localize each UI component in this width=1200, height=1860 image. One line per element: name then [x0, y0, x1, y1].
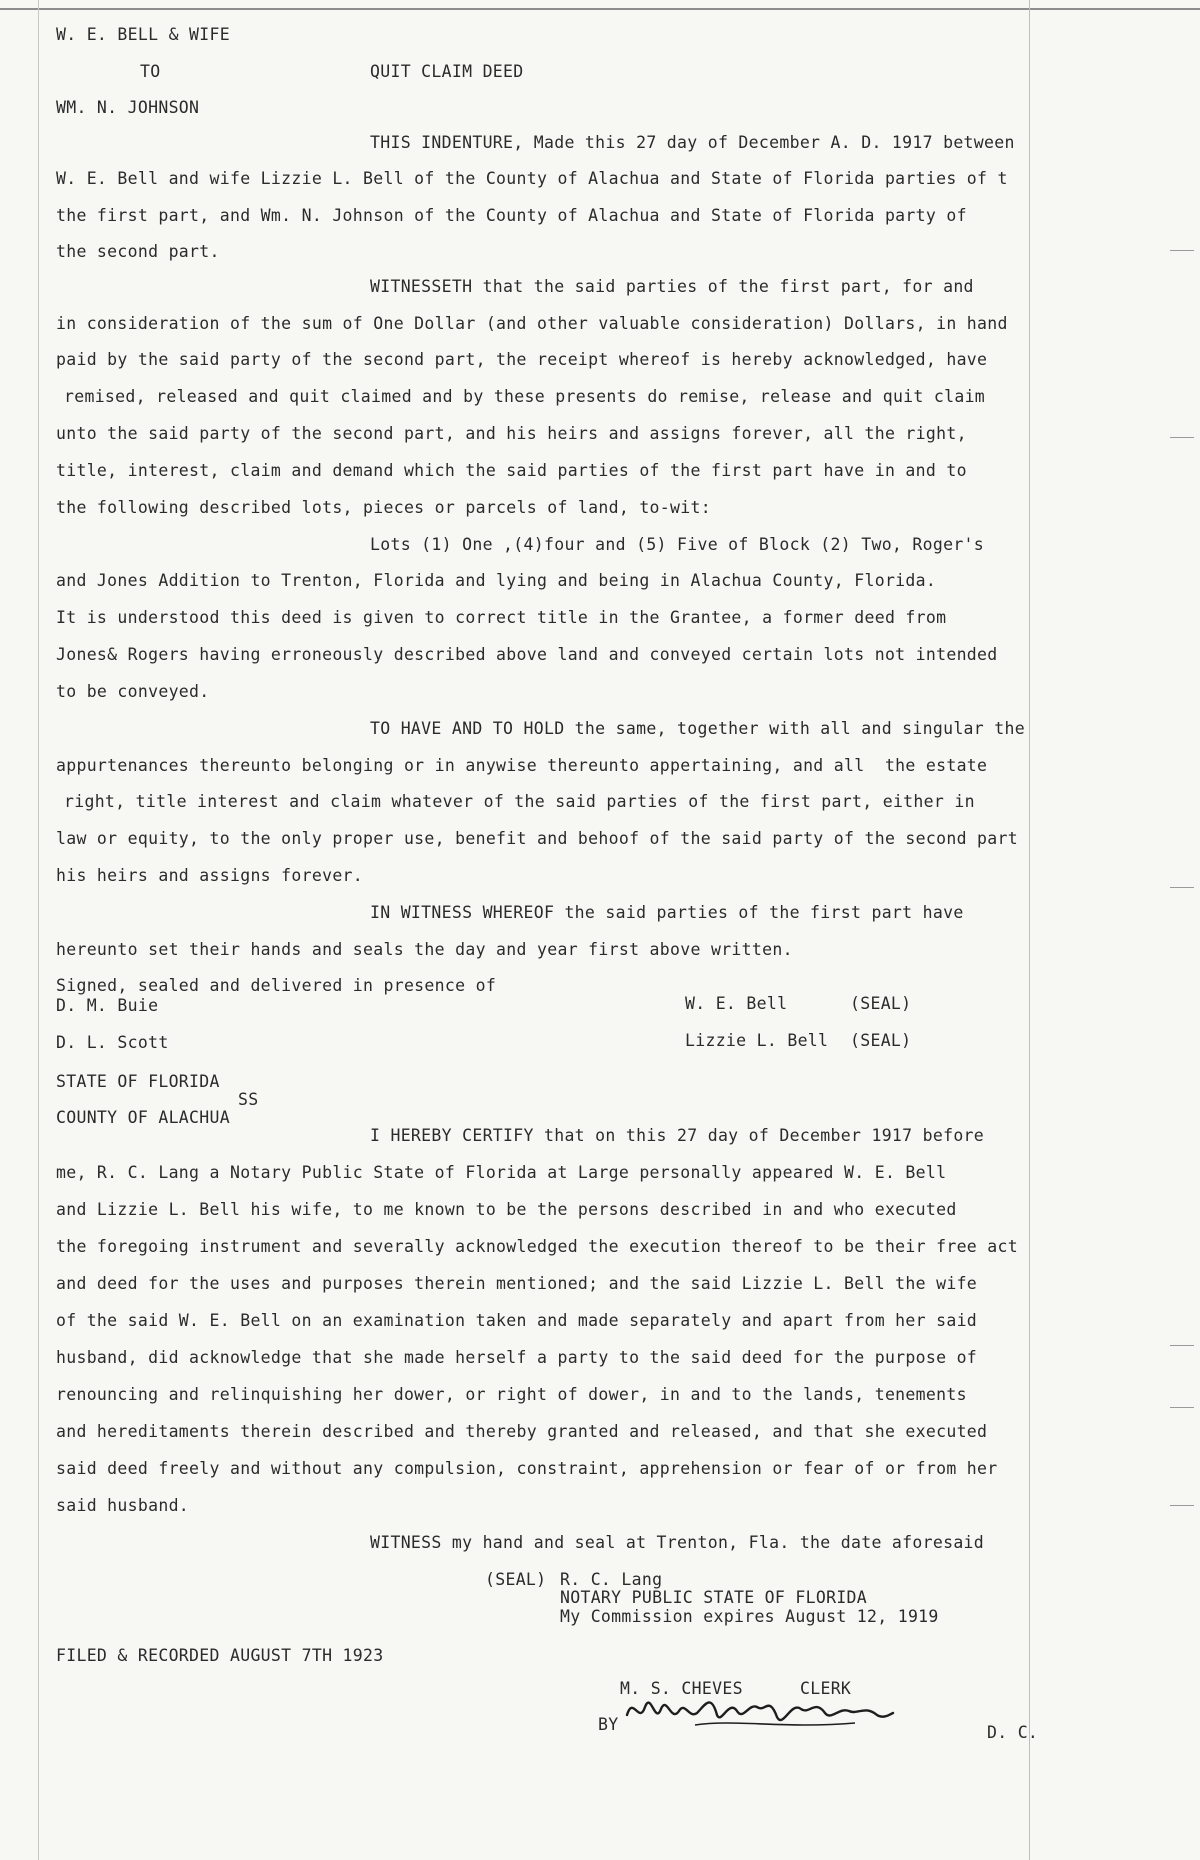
- certificate-line: the foregoing instrument and severally acknowledged the execution thereof to be their free act: [56, 1237, 1018, 1256]
- signer-name: Lizzie L. Bell: [685, 1031, 829, 1050]
- certificate-line: and deed for the uses and purposes therein mentioned; and the said Lizzie L. Bell the wife: [56, 1274, 978, 1293]
- body-line: WITNESSETH that the said parties of the first part, for and: [370, 277, 974, 296]
- body-line: hereunto set their hands and seals the day and year first above written.: [56, 940, 793, 959]
- body-line: TO HAVE AND TO HOLD the same, together with all and singular the: [370, 719, 1025, 738]
- grantee-heading: WM. N. JOHNSON: [56, 98, 200, 117]
- notary-name: R. C. Lang: [560, 1570, 663, 1589]
- certificate-line: said husband.: [56, 1496, 190, 1515]
- deputy-signature-icon: [625, 1685, 895, 1735]
- body-line: his heirs and assigns forever.: [56, 866, 364, 885]
- notary-title: NOTARY PUBLIC STATE OF FLORIDA: [560, 1588, 868, 1607]
- certificate-line: me, R. C. Lang a Notary Public State of Florida at Large personally appeared W. E. Bell: [56, 1163, 947, 1182]
- venue-state: STATE OF FLORIDA: [56, 1072, 220, 1091]
- certificate-line: said deed freely and without any compulsion, constraint, apprehension or fear of or from her: [56, 1459, 998, 1478]
- body-line: remised, released and quit claimed and by these presents do remise, release and quit claim: [64, 387, 986, 406]
- margin-tick: [1170, 1345, 1194, 1346]
- top-rule: [0, 8, 1200, 10]
- witness-name: D. M. Buie: [56, 996, 159, 1015]
- clerk-name: M. S. CHEVES: [620, 1679, 743, 1698]
- body-line: the second part.: [56, 242, 220, 261]
- body-line: Lots (1) One ,(4)four and (5) Five of Block (2) Two, Roger's: [370, 535, 985, 554]
- body-line: W. E. Bell and wife Lizzie L. Bell of the County of Alachua and State of Florida parties of t: [56, 169, 1008, 188]
- to-heading: TO: [140, 62, 161, 81]
- body-line: unto the said party of the second part, and his heirs and assigns forever, all the right,: [56, 424, 967, 443]
- venue-ss: SS: [238, 1090, 259, 1109]
- notary-seal: (SEAL): [485, 1570, 547, 1589]
- witness-name: D. L. Scott: [56, 1033, 169, 1052]
- clerk-title: CLERK: [800, 1679, 852, 1698]
- by-label: BY: [598, 1715, 619, 1734]
- right-margin-rule: [1029, 0, 1030, 1860]
- left-margin-rule: [38, 0, 39, 1860]
- certificate-line: and hereditaments therein described and thereby granted and released, and that she executed: [56, 1422, 988, 1441]
- margin-tick: [1170, 250, 1194, 251]
- certificate-line: WITNESS my hand and seal at Trenton, Fla. the date aforesaid: [370, 1533, 985, 1552]
- filing-statement: FILED & RECORDED AUGUST 7TH 1923: [56, 1646, 384, 1665]
- certificate-line: I HEREBY CERTIFY that on this 27 day of December 1917 before: [370, 1126, 985, 1145]
- certificate-line: renouncing and relinquishing her dower, or right of dower, in and to the lands, tenements: [56, 1385, 967, 1404]
- body-line: right, title interest and claim whatever of the said parties of the first part, either in: [64, 792, 975, 811]
- notary-commission: My Commission expires August 12, 1919: [560, 1607, 939, 1626]
- seal-mark: (SEAL): [850, 994, 912, 1013]
- body-line: It is understood this deed is given to correct title in the Grantee, a former deed from: [56, 608, 947, 627]
- body-line: in consideration of the sum of One Dollar (and other valuable consideration) Dollars, in hand: [56, 314, 1008, 333]
- grantor-heading: W. E. BELL & WIFE: [56, 25, 230, 44]
- margin-tick: [1170, 887, 1194, 888]
- venue-county: COUNTY OF ALACHUA: [56, 1108, 230, 1127]
- body-line: THIS INDENTURE, Made this 27 day of December A. D. 1917 between: [370, 133, 1015, 152]
- margin-tick: [1170, 1505, 1194, 1506]
- deputy-clerk-label: D. C.: [987, 1723, 1039, 1742]
- body-line: paid by the said party of the second part, the receipt whereof is hereby acknowledged, have: [56, 350, 988, 369]
- body-line: the first part, and Wm. N. Johnson of the County of Alachua and State of Florida party of: [56, 206, 967, 225]
- certificate-line: and Lizzie L. Bell his wife, to me known to be the persons described in and who executed: [56, 1200, 957, 1219]
- margin-tick: [1170, 437, 1194, 438]
- signer-name: W. E. Bell: [685, 994, 788, 1013]
- body-line: and Jones Addition to Trenton, Florida and lying and being in Alachua County, Florida.: [56, 571, 937, 590]
- body-line: IN WITNESS WHEREOF the said parties of the first part have: [370, 903, 964, 922]
- margin-tick: [1170, 1407, 1194, 1408]
- seal-mark: (SEAL): [850, 1031, 912, 1050]
- certificate-line: of the said W. E. Bell on an examination taken and made separately and apart from her said: [56, 1311, 978, 1330]
- body-line: appurtenances thereunto belonging or in anywise thereunto appertaining, and all the estate: [56, 756, 988, 775]
- body-line: title, interest, claim and demand which the said parties of the first part have in and to: [56, 461, 967, 480]
- presence-statement: Signed, sealed and delivered in presence of: [56, 976, 497, 995]
- body-line: Jones& Rogers having erroneously described above land and conveyed certain lots not intended: [56, 645, 998, 664]
- document-type-heading: QUIT CLAIM DEED: [370, 62, 524, 81]
- certificate-line: husband, did acknowledge that she made herself a party to the said deed for the purpose of: [56, 1348, 978, 1367]
- body-line: law or equity, to the only proper use, benefit and behoof of the said party of the second part: [56, 829, 1018, 848]
- body-line: the following described lots, pieces or parcels of land, to-wit:: [56, 498, 711, 517]
- body-line: to be conveyed.: [56, 682, 210, 701]
